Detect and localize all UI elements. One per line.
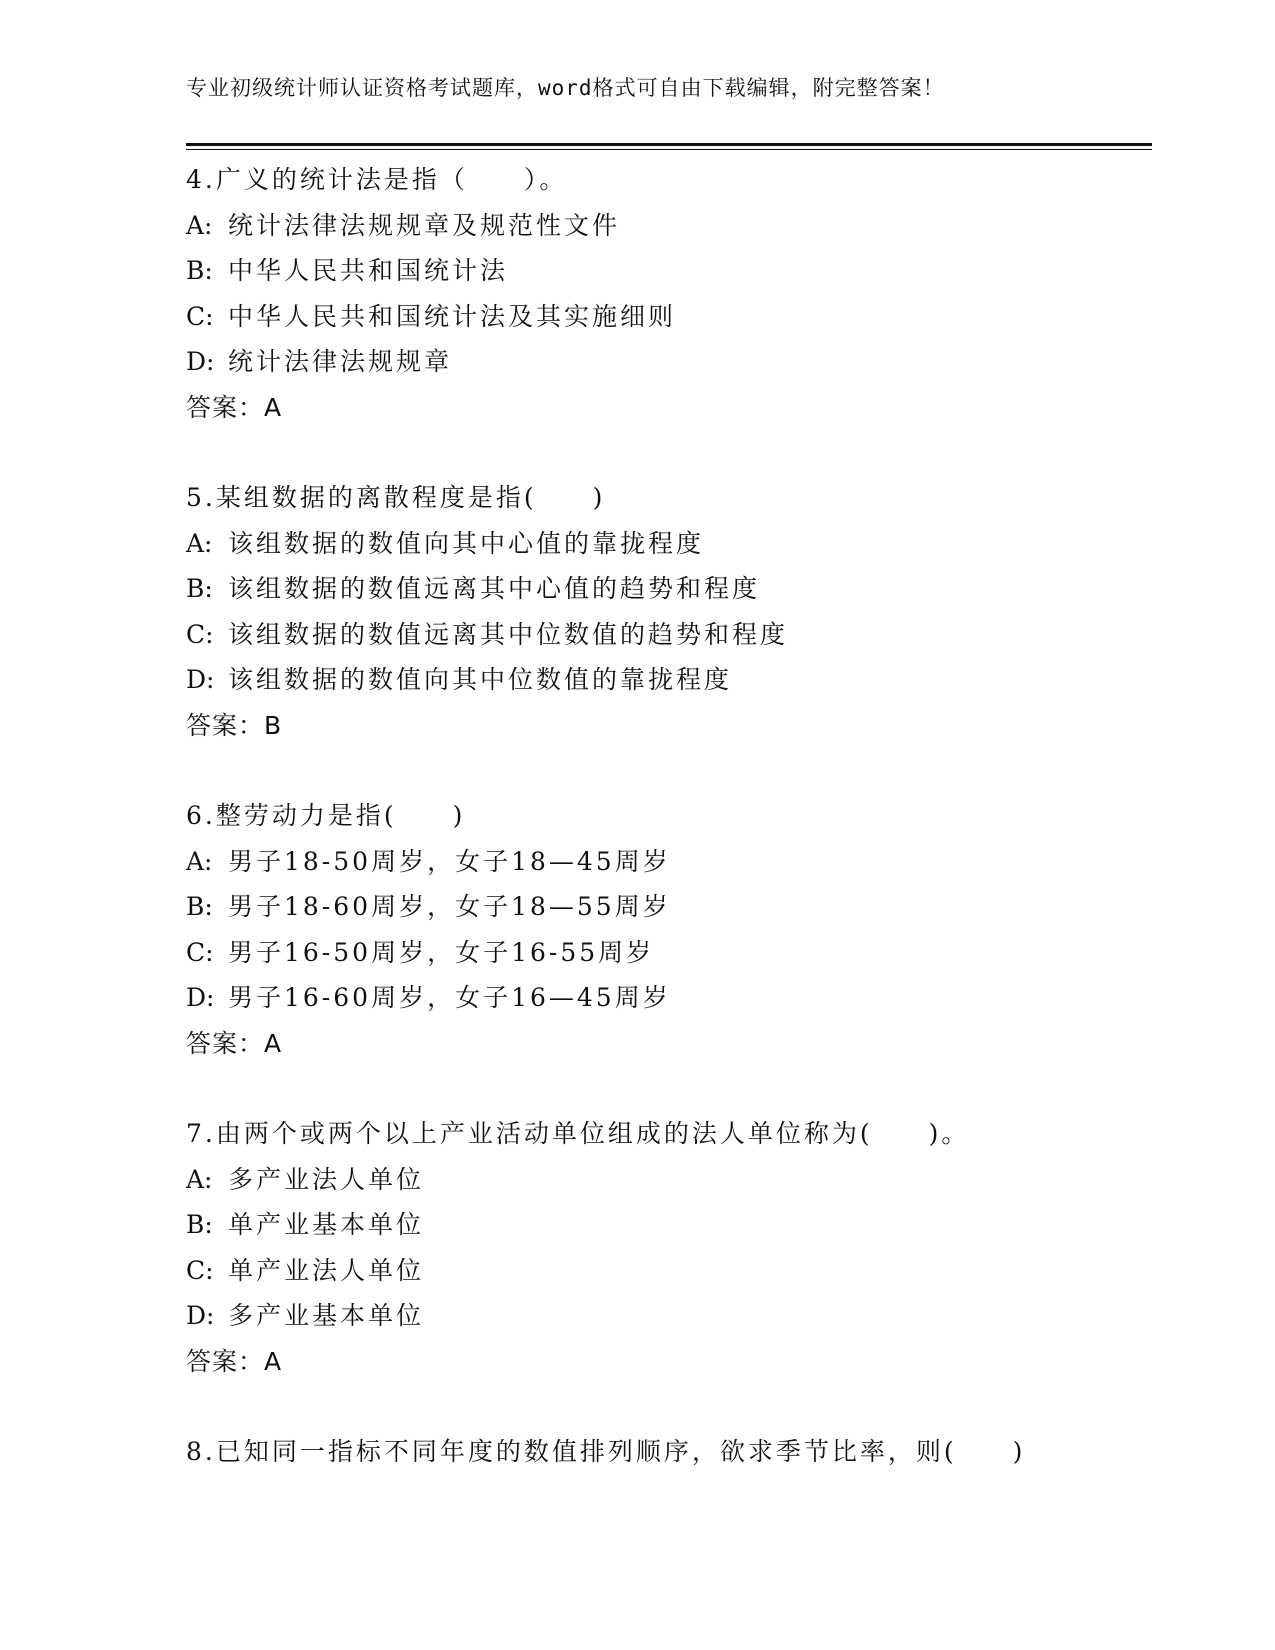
option-c	[186, 294, 1152, 340]
option-d	[186, 339, 1152, 385]
option-label: B:	[186, 574, 213, 603]
option-label: B:	[186, 1210, 213, 1239]
question-stem: 8.已知同一指标不同年度的数值排列顺序，欲求季节比率，则( )	[186, 1437, 1026, 1466]
option-d	[186, 975, 1152, 1021]
option-label: A:	[186, 846, 213, 876]
answer: 答案：B	[186, 710, 283, 740]
option-text: 该组数据的数值远离其中心值的趋势和程度	[228, 574, 761, 603]
option-label: D:	[186, 983, 215, 1012]
option-text: 男子18-60周岁，女子18—55周岁	[228, 892, 671, 921]
question-stem: 5.某组数据的离散程度是指( )	[186, 483, 606, 512]
question-7	[186, 1111, 1152, 1384]
option-label: C:	[186, 301, 214, 331]
option-label: D:	[186, 347, 215, 376]
option-c	[186, 930, 1152, 976]
answer: 答案：A	[186, 1346, 283, 1376]
option-b	[186, 1202, 1152, 1248]
option-text: 中华人民共和国统计法及其实施细则	[228, 301, 677, 331]
option-label: B:	[186, 256, 213, 285]
option-a	[186, 1157, 1152, 1203]
option-a	[186, 839, 1152, 885]
option-label: A:	[186, 528, 213, 558]
option-d	[186, 657, 1152, 703]
question-stem: 6.整劳动力是指( )	[186, 801, 466, 830]
option-label: C:	[186, 937, 214, 967]
option-text: 多产业法人单位	[228, 1164, 425, 1194]
question-8	[186, 1429, 1152, 1475]
question-5	[186, 475, 1152, 748]
question-6	[186, 793, 1152, 1066]
option-label: A:	[186, 210, 213, 240]
page-header: 专业初级统计师认证资格考试题库，word格式可自由下载编辑，附完整答案！	[186, 76, 945, 100]
option-text: 该组数据的数值向其中位数值的靠拢程度	[228, 665, 733, 694]
option-text: 该组数据的数值远离其中位数值的趋势和程度	[228, 619, 789, 649]
option-text: 多产业基本单位	[228, 1301, 425, 1330]
header-rule-thin	[186, 149, 1152, 150]
option-label: C:	[186, 1255, 214, 1285]
option-b	[186, 884, 1152, 930]
option-label: D:	[186, 665, 215, 694]
option-c	[186, 1248, 1152, 1294]
question-4	[186, 157, 1152, 430]
option-text: 统计法律法规规章及规范性文件	[228, 210, 621, 240]
option-label: C:	[186, 619, 214, 649]
option-label: A:	[186, 1164, 213, 1194]
answer: 答案：A	[186, 392, 283, 422]
option-a	[186, 203, 1152, 249]
question-stem: 4.广义的统计法是指（ ）。	[186, 165, 568, 194]
option-text: 男子16-60周岁，女子16—45周岁	[228, 983, 671, 1012]
option-b	[186, 248, 1152, 294]
option-b	[186, 566, 1152, 612]
option-label: B:	[186, 892, 213, 921]
option-text: 中华人民共和国统计法	[228, 256, 509, 285]
option-a	[186, 521, 1152, 567]
option-text: 单产业基本单位	[228, 1210, 425, 1239]
question-stem: 7.由两个或两个以上产业活动单位组成的法人单位称为( )。	[186, 1119, 970, 1148]
option-label: D:	[186, 1301, 215, 1330]
header-rule-thick	[186, 143, 1152, 146]
question-list	[186, 157, 1152, 1475]
answer: 答案：A	[186, 1028, 283, 1058]
option-text: 该组数据的数值向其中心值的靠拢程度	[228, 528, 705, 558]
option-text: 男子16-50周岁，女子16-55周岁	[228, 937, 655, 967]
option-c	[186, 612, 1152, 658]
option-text: 单产业法人单位	[228, 1255, 425, 1285]
option-d	[186, 1293, 1152, 1339]
option-text: 统计法律法规规章	[228, 347, 453, 376]
option-text: 男子18-50周岁，女子18—45周岁	[228, 846, 671, 876]
